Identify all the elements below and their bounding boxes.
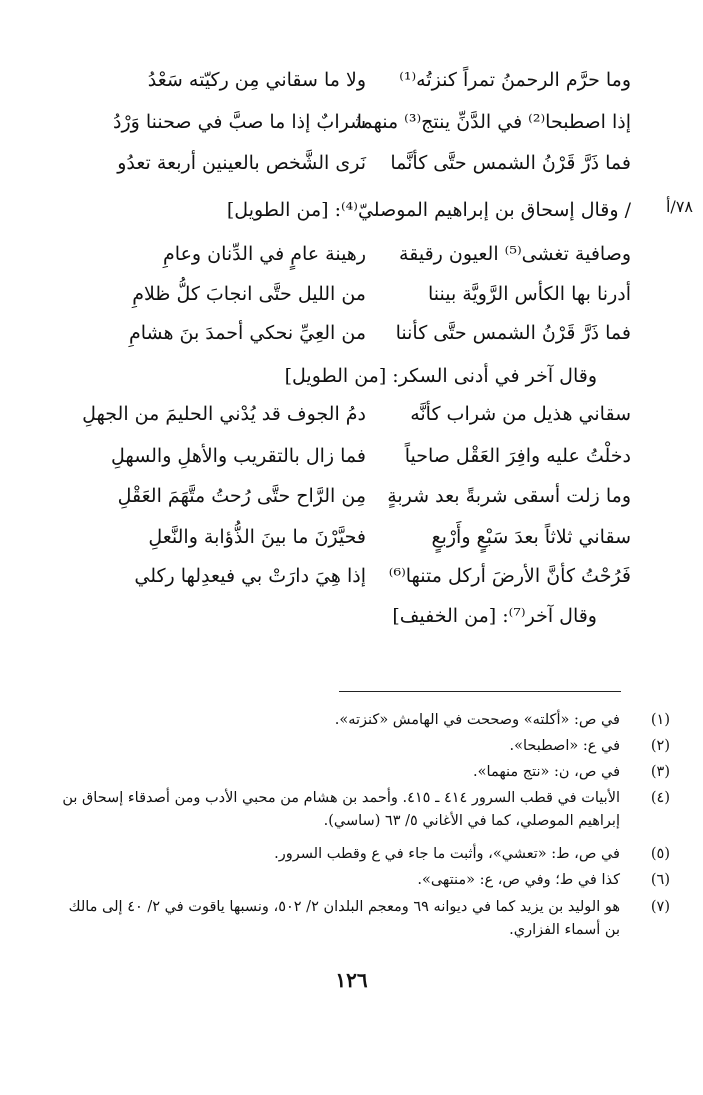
verse-hemistich-second: شرابٌ إذا ما صبَّ في صحننا وَرْدُ — [113, 111, 366, 133]
verse-hemistich-first: وما حرَّم الرحمنُ تمراً كنزتُه⁽¹⁾ — [399, 69, 631, 91]
footnote-text: هو الوليد بن يزيد كما في ديوانه ٦٩ ومعجم البلدان ٢/ ٥٠٢، ونسبها ياقوت في ٢/ ٤٠ إلى مالك بن أسماء الفزاري. — [68, 899, 620, 938]
footnote-text: في ص، ط: «تعشي»، وأثبت ما جاء في ع وقطب السرور. — [274, 846, 620, 862]
page-number: ١٢٦ — [335, 968, 368, 992]
verse-hemistich-first: دخلْتُ عليه وافِرَ العَقْل صاحياً — [404, 445, 631, 467]
folio-marker: ٧٨/أ — [665, 197, 693, 216]
footnote-number: (٦) — [650, 872, 670, 888]
verse-hemistich-second: مِن الرَّاح حتَّى رُحتُ متَّهَمَ العَقْلِ — [117, 485, 366, 507]
verse-hemistich-first: فَرُحْتُ كأنَّ الأرضَ أركل متنها⁽⁶⁾ — [388, 565, 631, 587]
verse-hemistich-second: من الليل حتَّى انجابَ كلُّ ظلامِ — [132, 283, 366, 305]
footnote-text: في ص: «أكلته» وصححت في الهامش «كنزته». — [334, 712, 620, 728]
verse-hemistich-first: سقاني هذيل من شراب كأنَّه — [410, 403, 631, 425]
footnote — [70, 761, 670, 784]
footnote — [70, 735, 670, 758]
verse-hemistich-first: فما ذَرَّ قَرْنُ الشمس حتَّى كأنَّما — [390, 152, 631, 174]
footnote-number: (٢) — [650, 738, 670, 754]
section-heading: وقال آخر في أدنى السكر: [من الطويل] — [284, 365, 597, 387]
verse-hemistich-second: فما زال بالتقريب والأهلِ والسهلِ — [111, 445, 366, 467]
footnote — [62, 787, 670, 837]
verse-hemistich-first: أدرنا بها الكأس الرَّويَّة بيننا — [427, 283, 631, 305]
verse-hemistich-second: دمُ الجوف قد يُدْني الحليمَ من الجهلِ — [82, 403, 366, 425]
section-heading: وقال آخر⁽⁷⁾: [من الخفيف] — [392, 605, 597, 627]
verse-hemistich-second: فحيَّرْنَ ما بينَ الذُّؤابة والنَّعلِ — [148, 526, 366, 548]
footnote-text: الأبيات في قطب السرور ٤١٤ ـ ٤١٥. وأحمد بن هشام من محبي الأدب ومن أصدقاء إسحاق بن إبراهيم الموصلي، كما في الأغاني ٥/ ٦٣ (ساسي). — [62, 790, 620, 829]
footnote-number: (٧) — [650, 899, 670, 915]
verse-hemistich-first: وما زلت أسقى شربةً بعد شربةٍ — [387, 485, 631, 507]
verse-hemistich-second: رهينة عامٍ في الدِّنان وعامِ — [163, 243, 366, 265]
verse-hemistich-first: وصافية تغشى⁽⁵⁾ العيون رقيقة — [399, 243, 631, 265]
verse-hemistich-second: نَرى الشَّخص بالعينين أربعة تعدُو — [117, 152, 366, 174]
footnote-number: (٥) — [650, 846, 670, 862]
footnote-text: في ع: «اصطبحا». — [509, 738, 620, 754]
footnote-separator — [339, 691, 621, 692]
verse-hemistich-first: سقاني ثلاثاً بعدَ سَبْعٍ وأَرْبعٍ — [431, 526, 631, 548]
verse-hemistich-second: إذا هِيَ دارَتْ بي فيعدِلها ركلي — [134, 565, 366, 587]
verse-hemistich-second: من العِيِّ نحكي أحمدَ بنَ هشامِ — [128, 322, 366, 344]
footnote-number: (١) — [650, 712, 670, 728]
footnote-number: (٣) — [650, 764, 670, 780]
footnote — [70, 896, 670, 946]
verse-hemistich-first: إذا اصطبحا⁽²⁾ في الدَّنِّ ينتج⁽³⁾ منهما — [356, 111, 631, 133]
footnote — [70, 709, 670, 732]
footnote-text: في ص، ن: «نتج منهما». — [473, 764, 620, 780]
verse-hemistich-second: ولا ما سقاني مِن ركيّته سَعْدُ — [147, 69, 366, 91]
footnote-text: كذا في ط؛ وفي ص، ع: «منتهى». — [417, 872, 620, 888]
section-heading: / وقال إسحاق بن إبراهيم الموصليّ⁽⁴⁾: [من الطويل] — [226, 199, 631, 221]
verse-hemistich-first: فما ذَرَّ قَرْنُ الشمس حتَّى كأننا — [395, 322, 631, 344]
footnote — [70, 869, 670, 892]
footnote — [70, 843, 670, 866]
footnote-number: (٤) — [650, 790, 670, 806]
